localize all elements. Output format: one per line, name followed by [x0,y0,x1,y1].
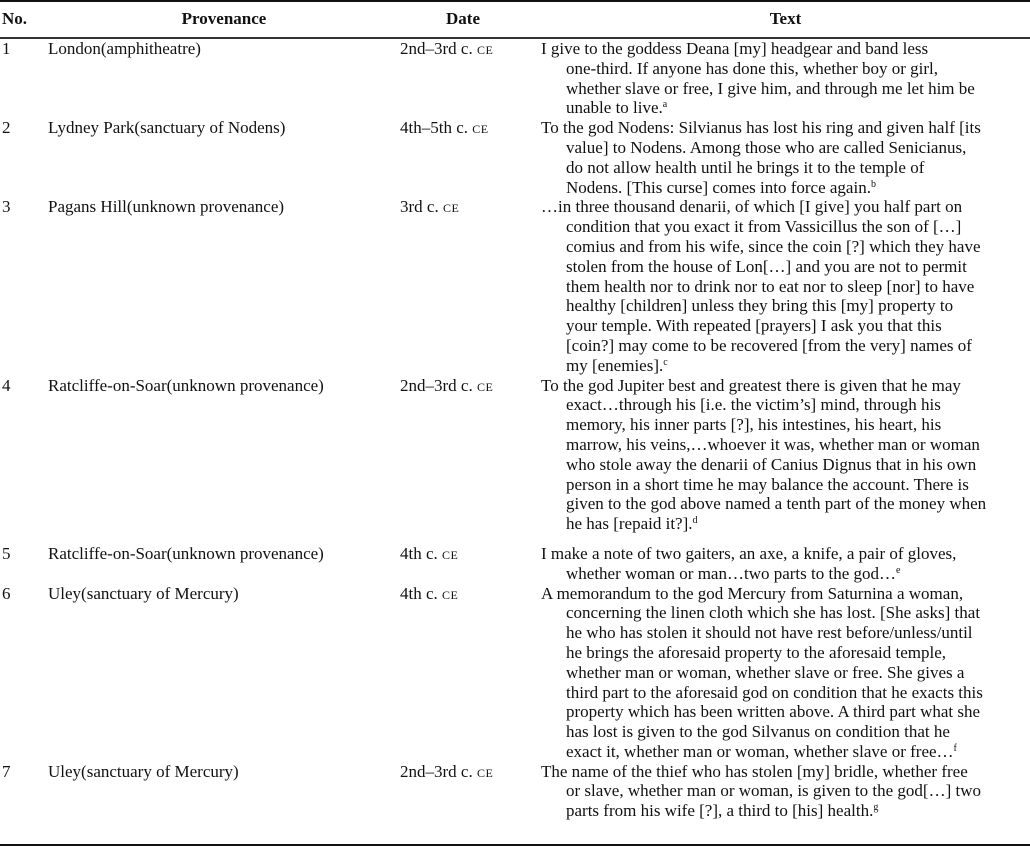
text-line [541,702,1030,722]
text-line [541,415,1030,435]
text-line [541,494,1030,514]
text-line-content: stolen from the house of Lon[…] and you are not to permit [566,256,967,276]
date-era: CE [442,587,459,602]
text-line-content: whether woman or man…two parts to the god… [566,563,897,583]
text-line [541,544,1030,564]
row-provenance: Ratcliffe-on-Soar(unknown provenance) [48,543,324,563]
header-no: No. [2,9,28,28]
text-line [541,455,1030,475]
row-number: 2 [2,118,11,138]
text-line-content: he who has stolen it should not have rest before/unless/until [566,623,973,643]
text-line [541,296,1030,316]
row-text [541,197,1030,375]
text-line [541,683,1030,703]
text-line-content: person in a short time he may balance the account. There is [566,474,969,494]
row-provenance: Uley(sanctuary of Mercury) [48,583,239,603]
row-date [400,584,541,762]
date-era: CE [476,379,494,394]
text-line-content: has lost is given to the god Silvanus on condition that he [566,722,950,742]
text-line [541,237,1030,257]
text-line-content: memory, his inner parts [?], his intestines, his heart, his [566,415,942,435]
date-era: CE [442,547,459,562]
table-row [0,118,1030,197]
text-line-content: healthy [children] unless they bring this [my] property to [566,296,954,316]
header-provenance: Provenance [181,9,267,28]
row-number: 1 [2,39,11,58]
text-line-content: them health nor to drink nor to eat nor to sleep [nor] to have [566,276,975,296]
text-line-content: do not allow health until he brings it to the temple of [566,157,925,177]
text-line [541,376,1030,396]
date-century: 4th–5th c. [400,118,468,138]
text-line-content: parts from his wife [?], a third to [his] health. [566,801,874,821]
row-number: 4 [2,375,11,395]
text-line [541,138,1030,158]
row-date [400,39,541,118]
row-text [541,762,1030,821]
text-line [541,781,1030,801]
text-line [541,98,1030,118]
date-century: 3rd c. [400,197,439,217]
footnote-marker[interactable]: e [896,564,901,576]
text-line-content: marrow, his veins,…whoever it was, whether man or woman [566,434,980,454]
text-line [541,564,1030,584]
text-line-content: concerning the linen cloth which she has lost. [She asks] that [566,603,981,623]
text-line [541,118,1030,138]
footnote-marker[interactable]: g [873,802,879,814]
date-century: 4th c. [400,543,438,563]
text-line-content: he brings the aforesaid property to the aforesaid temple, [566,642,947,662]
text-line [541,197,1030,217]
text-line-content: or slave, whether man or woman, is given to the god[…] two [566,781,981,801]
text-line [541,742,1030,762]
text-line-content: one-third. If anyone has done this, whether boy or girl, [566,58,939,78]
text-line [541,336,1030,356]
text-line [541,395,1030,415]
row-provenance: London(amphitheatre) [48,39,201,58]
text-line-content: unable to live. [566,98,663,118]
text-line [541,277,1030,297]
date-era: CE [476,43,494,57]
header-text: Text [769,9,802,28]
text-line-content: whether man or woman, whether slave or free. She gives a [566,662,965,682]
table-row [0,39,1030,118]
text-line [541,762,1030,782]
text-line [541,316,1030,336]
text-line [541,643,1030,663]
text-line-content: A memorandum to the god Mercury from Saturnina a woman, [541,583,964,603]
text-line-content: I give to the goddess Deana [my] headgear and band less [541,39,929,58]
row-number: 5 [2,543,11,563]
text-line [541,435,1030,455]
row-text [541,584,1030,762]
top-rule [0,0,1030,2]
row-text [541,376,1030,534]
date-century: 2nd–3rd c. [400,761,473,781]
row-text [541,544,1030,584]
bottom-rule [0,844,1030,846]
footnote-marker[interactable]: c [663,356,668,368]
text-line [541,257,1030,277]
text-line [541,79,1030,99]
text-line [541,623,1030,643]
row-date [400,118,541,197]
text-line-content: To the god Jupiter best and greatest there is given that he may [541,375,961,395]
text-line-content: condition that you exact it from Vassicillus the son of […] [566,217,962,237]
text-line [541,217,1030,237]
text-line-content: …in three thousand denarii, of which [I give] you half part on [541,197,963,217]
row-provenance: Ratcliffe-on-Soar(unknown provenance) [48,375,324,395]
text-line [541,603,1030,623]
footnote-marker[interactable]: a [662,99,668,111]
text-line [541,158,1030,178]
text-line-content: property which has been written above. A third part what she [566,702,981,722]
row-provenance: Pagans Hill(unknown provenance) [48,197,285,217]
row-date [400,544,541,584]
text-line [541,663,1030,683]
text-line-content: who stole away the denarii of Canius Dignus that in his own [566,454,977,474]
date-century: 4th c. [400,583,438,603]
text-line-content: given to the god above named a tenth part of the money when [566,494,987,514]
footnote-marker[interactable]: b [870,178,876,190]
text-line-content: exact it, whether man or woman, whether slave or free… [566,741,954,761]
date-era: CE [476,765,494,780]
table-row [0,197,1030,375]
row-number: 3 [2,197,11,217]
row-provenance: Uley(sanctuary of Mercury) [48,761,239,781]
header-date: Date [446,9,480,28]
table-row [0,762,1030,821]
row-number: 7 [2,761,11,781]
text-line-content: your temple. With repeated [prayers] I ask you that this [566,316,942,336]
footnote-marker[interactable]: d [692,515,698,527]
text-line [541,178,1030,198]
text-line-content: my [enemies]. [566,355,664,375]
row-date [400,762,541,821]
date-era: CE [472,122,489,137]
table-row [0,544,1030,584]
row-text [541,118,1030,197]
table-body [0,36,1030,821]
text-line-content: To the god Nodens: Silvianus has lost his ring and given half [its [541,118,981,138]
text-line [541,514,1030,534]
text-line [541,801,1030,821]
footnote-marker[interactable]: f [953,742,957,754]
text-line [541,475,1030,495]
table-row [0,376,1030,534]
text-line-content: whether slave or free, I give him, and through me let him be [566,78,975,98]
text-line-content: he has [repaid it?]. [566,514,693,534]
row-text [541,39,1030,118]
row-date [400,197,541,375]
row-number: 6 [2,583,11,603]
date-century: 2nd–3rd c. [400,375,473,395]
text-line [541,584,1030,604]
text-line-content: I make a note of two gaiters, an axe, a knife, a pair of gloves, [541,543,957,563]
text-line-content: The name of the thief who has stolen [my] bridle, whether free [541,761,968,781]
text-line-content: Nodens. [This curse] comes into force again. [566,177,871,197]
text-line [541,356,1030,376]
text-line-content: third part to the aforesaid god on condition that he exacts this [566,682,983,702]
table-row [0,584,1030,762]
text-line-content: exact…through his [i.e. the victim’s] mind, through his [566,395,941,415]
date-century: 2nd–3rd c. [400,39,473,58]
text-line-content: [coin?] may come to be recovered [from the very] names of [566,335,972,355]
row-date [400,376,541,534]
text-line [541,59,1030,79]
text-line [541,39,1030,59]
text-line [541,722,1030,742]
text-line-content: comius and from his wife, since the coin [?] which they have [566,236,981,256]
date-era: CE [442,201,460,216]
text-line-content: value] to Nodens. Among those who are called Senicianus, [566,137,967,157]
row-provenance: Lydney Park(sanctuary of Nodens) [48,118,286,138]
